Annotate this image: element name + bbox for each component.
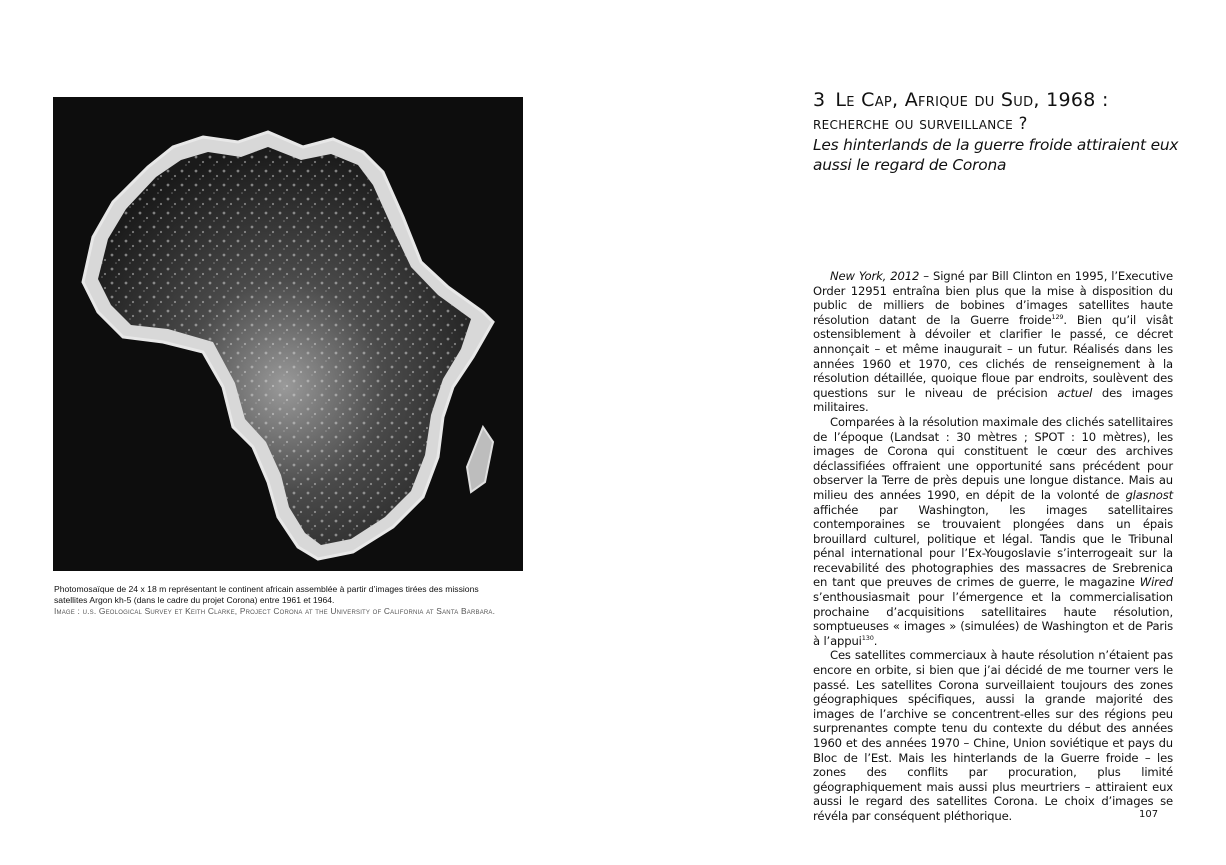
paragraph-1-part-c: des images militaires. — [813, 385, 1173, 415]
chapter-title-text: Le Cap, Afrique du Sud, 1968 : — [835, 89, 1109, 111]
paragraph-2-emphasis-2: Wired — [1139, 575, 1173, 590]
paragraph-1-emphasis: actuel — [1057, 385, 1093, 400]
paragraph-1-part-b: . Bien qu’il visât ostensiblement à dévoiler et clarifier le passé, ce décret annonçait – et même inaugurait – un futur. Réalisés dans les années 1960 et 1970, ces clichés de renseignement à la résolution détaillée, quoique floue par endroits, soulèvent des questions sur le niveau de précision — [813, 312, 1173, 400]
paragraph-2 — [813, 415, 1173, 649]
paragraph-2-part-a: Comparées à la résolution maximale des clichés satellitaires de l’époque (Landsat : 30 mètres ; SPOT : 10 mètres), les images de Corona qui constituent le cœur des archives déclassifiées offraient une opportunité sans précédent pour observer la Terre de près depuis une longue distance. Mais au milieu des années 1990, en dépit de la volonté de — [813, 414, 1173, 502]
africa-photomosaic-image — [53, 97, 523, 571]
footnote-ref-129[interactable]: 129 — [1051, 312, 1064, 321]
chapter-title-line-2: recherche ou surveillance ? — [813, 114, 1028, 133]
paragraph-1-part-a: – Signé par Bill Clinton en 1995, l’Executive Order 12951 entraîna bien plus que la mise à disposition du public de milliers de bobines d’images satellites haute résolution datant de la Guerre froide — [813, 269, 1173, 327]
figure-caption — [54, 584, 514, 618]
paragraph-1 — [813, 269, 1173, 415]
paragraph-3: Ces satellites commerciaux à haute résolution n’étaient pas encore en orbite, si bien que j’ai décidé de me tourner vers le passé. Les satellites Corona surveillaient toujours des zones géographiques spécifiques, aussi la grande majorité des images de l’archive se concentrent-elles sur des régions peu surprenantes compte tenu du contexte du début des années 1960 et des années 1970 – Chine, Union soviétique et pays du Bloc de l’Est. Mais les hinterlands de la Guerre froide – les zones des conflits par procuration, plus limité géographiquement mais aussi plus meurtriers – attiraient eux aussi le regard des satellites Corona. Le choix d’images se révéla par conséquent pléthorique. — [813, 648, 1173, 823]
body-text — [813, 269, 1173, 824]
paragraph-1-lead: New York, 2012 — [830, 269, 920, 283]
africa-map-graphic — [53, 97, 523, 571]
paragraph-2-emphasis-1: glasnost — [1125, 487, 1173, 502]
chapter-title-line-1 — [813, 88, 1183, 113]
image-credit: Image : u.s. Geological Survey et Keith Clarke, Project Corona at the University of California at Santa Barbara. — [54, 606, 496, 617]
chapter-heading — [813, 88, 1183, 175]
footnote-ref-130[interactable]: 130 — [861, 633, 874, 642]
paragraph-2-part-d: . — [873, 633, 878, 648]
chapter-number: 3 — [813, 89, 826, 111]
page-number: 107 — [1139, 809, 1159, 820]
chapter-subtitle: Les hinterlands de la guerre froide attiraient eux aussi le regard de Corona — [813, 136, 1179, 174]
paragraph-2-part-c: s’enthousiasmait pour l’émergence et la commercialisation prochaine d’acquisitions satellitaires haute résolution, somptueuses « images » (simulées) de Washington et de Paris à l’appui — [813, 590, 1173, 648]
paragraph-2-part-b: affichée par Washington, les images satellitaires contemporaines se trouvaient plongées dans un épais brouillard culturel, politique et légal. Tandis que le Tribunal pénal international pour l’Ex-Yougoslavie s’interrogeait sur la recevabilité des photographies des massacres de Srebrenica en tant que preuves de crimes de guerre, le magazine — [813, 502, 1173, 590]
caption-text: Photomosaïque de 24 x 18 m représentant le continent africain assemblée à partir d’images tirées des missions satellites Argon kh-5 (dans le cadre du projet Corona) entre 1961 et 1964. — [54, 584, 479, 606]
